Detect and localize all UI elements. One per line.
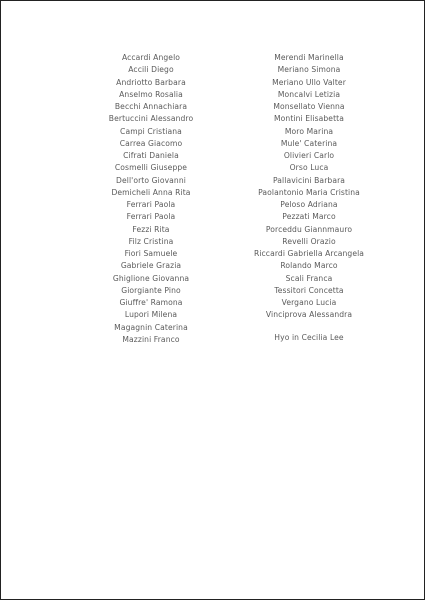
name-entry: Pezzati Marco	[282, 212, 336, 222]
name-entry: Mule' Caterina	[280, 138, 338, 148]
name-entry: Mazzini Franco	[122, 334, 180, 344]
name-entry: Dell'orto Giovanni	[116, 175, 186, 185]
name-entry: Cosmelli Giuseppe	[114, 163, 188, 173]
name-entry: Pallavicini Barbara	[272, 175, 346, 185]
name-entry: Porceddu Giannmauro	[265, 224, 353, 234]
name-entry: Monsellato Vienna	[273, 102, 345, 111]
name-entry: Olivieri Carlo	[283, 151, 335, 160]
name-entry: Meriano Ullo Valter	[272, 77, 346, 87]
extra-name: Hyo in Cecilia Lee	[274, 333, 344, 342]
name-entry: Accardi Angelo	[121, 53, 181, 62]
name-entry: Vergano Lucia	[281, 298, 337, 307]
name-list-right	[234, 52, 384, 322]
name-entry: Peloso Adriana	[280, 200, 338, 209]
name-entry: Paolantonio Maria Cristina	[258, 187, 360, 197]
name-entry: Ferrari Paola	[126, 212, 176, 222]
name-entry: Campi Cristiana	[120, 126, 182, 136]
name-entry: Revelli Orazio	[282, 236, 336, 246]
name-entry: Fezzi Rita	[132, 224, 170, 234]
name-entry: Andriotto Barbara	[116, 77, 186, 87]
name-entry: Bertuccini Alessandro	[108, 114, 194, 124]
name-entry: Cifrati Daniela	[123, 151, 179, 160]
name-entry: Fiori Samuele	[124, 249, 178, 258]
name-entry: Accili Diego	[128, 65, 174, 75]
name-entry: Magagnin Caterina	[114, 322, 188, 332]
name-entry: Montini Elisabetta	[274, 114, 344, 124]
name-entry: Riccardi Gabriella Arcangela	[253, 249, 365, 258]
name-entry: Meriano Simona	[277, 65, 341, 75]
name-entry: Moro Marina	[284, 126, 334, 136]
name-entry: Filz Cristina	[128, 236, 174, 246]
name-entry: Gabriele Grazia	[120, 261, 182, 271]
name-entry: Rolando Marco	[280, 261, 338, 271]
name-entry: Ghiglione Giovanna	[112, 273, 190, 283]
name-entry: Lupori Milena	[124, 310, 178, 320]
name-entry: Anselmo Rosalia	[119, 89, 183, 99]
name-entry: Becchi Annachiara	[114, 102, 188, 111]
name-entry: Tessitori Concetta	[274, 285, 344, 295]
name-list-left	[76, 52, 226, 346]
name-entry: Scali Franca	[285, 273, 333, 283]
name-entry: Ferrari Paola	[126, 200, 176, 209]
name-entry: Giuffre' Ramona	[119, 298, 183, 307]
name-entry: Vinciprova Alessandra	[265, 310, 353, 320]
name-entry: Demicheli Anna Rita	[111, 187, 191, 197]
name-entry: Merendi Marinella	[274, 53, 344, 62]
name-entry: Giorgiante Pino	[121, 285, 181, 295]
name-entry: Moncalvi Letizia	[277, 89, 341, 99]
name-entry: Orso Luca	[289, 163, 329, 173]
name-entry: Carrea Giacomo	[119, 138, 183, 148]
